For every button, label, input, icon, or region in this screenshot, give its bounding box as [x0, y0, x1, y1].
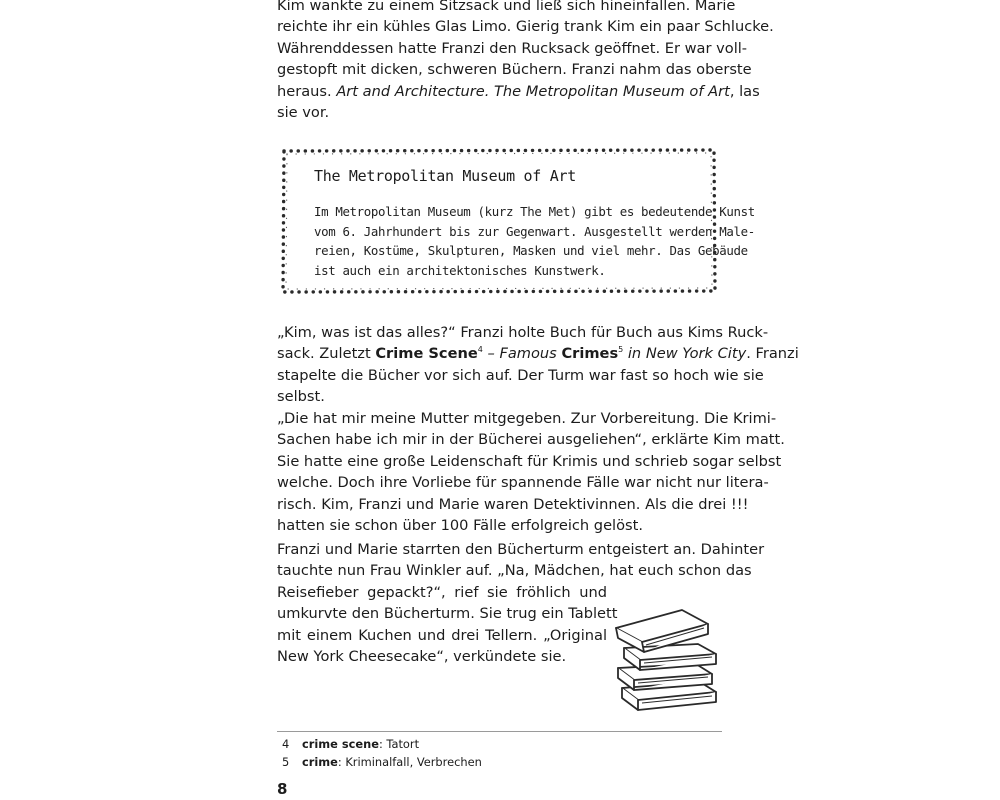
info-box: [278, 145, 755, 297]
paragraph-4: [277, 539, 765, 667]
text-line: Kim wankte zu einem Sitzsack und ließ sich hineinfallen. Marie: [277, 0, 736, 14]
footnote: [282, 735, 482, 753]
book-stack-icon: [612, 606, 724, 712]
book-title-italic: in New York City: [623, 345, 747, 363]
footnote-divider: [277, 731, 722, 732]
page-number: 8: [277, 780, 288, 798]
paragraph-3: [277, 408, 785, 536]
info-line: reien, Kostüme, Skulpturen, Masken und viel mehr. Das Gebäude: [314, 243, 748, 259]
info-box-text: [314, 202, 755, 280]
text-line: Sie hatte eine große Leidenschaft für Krimis und schrieb sogar selbst: [277, 452, 782, 470]
text-fragment: –: [482, 345, 500, 363]
text-line: reichte ihr ein kühles Glas Limo. Gierig trank Kim ein paar Schlucke.: [277, 18, 774, 36]
text-fragment: . Franzi: [746, 345, 799, 363]
footnote-term: crime: [302, 755, 338, 769]
text-line: Sachen habe ich mir in der Bücherei ausgeliehen“, erklärte Kim matt.: [277, 431, 785, 449]
text-fragment: heraus.: [277, 82, 332, 100]
text-line: Franzi und Marie starrten den Bücherturm entgeistert an. Dahinter: [277, 541, 765, 558]
paragraph-2: [277, 322, 799, 408]
footnote-meaning: : Kriminalfall, Verbrechen: [337, 755, 482, 769]
footnote: [282, 753, 482, 771]
text-line: mit einem Kuchen und drei Tellern. „Original: [277, 626, 607, 644]
text-fragment: , las: [729, 82, 760, 100]
footnote-meaning: : Tatort: [378, 737, 420, 751]
text-line: „Kim, was ist das alles?“ Franzi holte Buch für Buch aus Kims Ruck-: [277, 324, 769, 341]
text-line: „Die hat mir meine Mutter mitgegeben. Zur Vorbereitung. Die Krimi-: [277, 410, 777, 427]
text-line: stapelte die Bücher vor sich auf. Der Turm war fast so hoch wie sie: [277, 366, 764, 384]
book-title-bold: Crime Scene: [375, 345, 478, 363]
text-line: [277, 81, 760, 102]
info-line: vom 6. Jahrhundert bis zur Gegenwart. Ausgestellt werden Male-: [314, 223, 755, 239]
text-line: umkurvte den Bücherturm. Sie trug ein Tablett: [277, 605, 618, 623]
text-line: sie vor.: [277, 104, 330, 122]
text-line: [277, 343, 799, 364]
paragraph-1: [277, 0, 774, 123]
book-title-italic: Art and Architecture. The Metropolitan Museum of Art: [336, 82, 730, 100]
book-title-bold: Crimes: [561, 345, 619, 363]
book-title-italic: Famous: [499, 345, 562, 363]
info-line: ist auch ein architektonisches Kunstwerk.: [314, 262, 606, 278]
text-fragment: sack. Zuletzt: [277, 345, 376, 363]
text-line: selbst.: [277, 388, 325, 406]
footnote-number: 4: [282, 737, 290, 751]
info-line: Im Metropolitan Museum (kurz The Met) gibt es bedeutende Kunst: [314, 204, 755, 219]
footnotes: [282, 735, 482, 771]
footnote-term: crime scene: [302, 737, 379, 751]
footnote-ref-4: 4: [477, 345, 483, 355]
footnote-number: 5: [282, 755, 290, 769]
text-line: hatten sie schon über 100 Fälle erfolgreich gelöst.: [277, 517, 643, 535]
text-line: Reisefieber gepackt?“, rief sie fröhlich und: [277, 583, 607, 601]
text-line: New York Cheesecake“, verkündete sie.: [277, 648, 567, 666]
text-line: gestopft mit dicken, schweren Büchern. Franzi nahm das oberste: [277, 61, 752, 79]
text-line: Währenddessen hatte Franzi den Rucksack geöffnet. Er war voll-: [277, 39, 748, 57]
text-line: risch. Kim, Franzi und Marie waren Detektivinnen. Als die drei !!!: [277, 495, 749, 513]
info-box-title: The Metropolitan Museum of Art: [314, 167, 576, 185]
text-line: tauchte nun Frau Winkler auf. „Na, Mädchen, hat euch schon das: [277, 562, 752, 580]
text-line: welche. Doch ihre Vorliebe für spannende Fälle war nicht nur litera-: [277, 474, 769, 492]
footnote-ref-5: 5: [618, 345, 624, 355]
